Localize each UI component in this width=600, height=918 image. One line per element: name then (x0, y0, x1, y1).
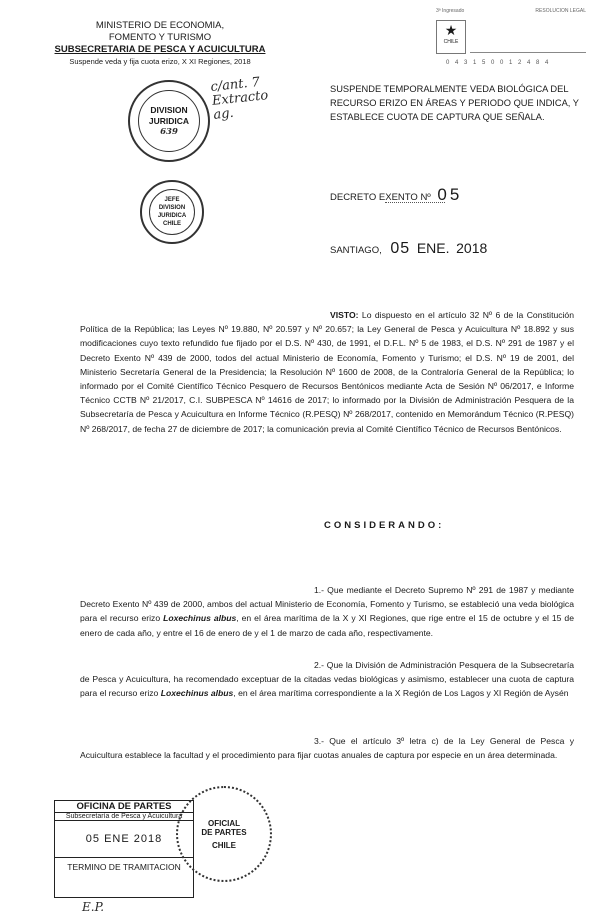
handwritten-note: c/ant. 7 Extracto ag. (209, 74, 269, 123)
oficina-title: OFICINA DE PARTES (55, 801, 193, 813)
subsecretaria: SUBSECRETARIA DE PESCA Y ACUICULTURA (54, 44, 266, 55)
register-left-label: 3ª Ingresado (436, 8, 465, 14)
oficina-partes-box (54, 800, 194, 898)
place-date (330, 240, 487, 258)
considerando-3 (80, 734, 574, 762)
jefe-division-stamp (140, 180, 204, 244)
stamp-jefe-line3: JURIDICA (157, 213, 187, 219)
decree-summary: Suspende veda y fija cuota erizo, X XI Regiones, 2018 (69, 57, 251, 66)
considerando-1 (80, 583, 574, 640)
considerando-heading: CONSIDERANDO: (324, 520, 445, 531)
decree-number: 05 (437, 185, 463, 204)
stamp-division-handwritten: 639 (160, 126, 178, 137)
logo-text: CHILE (443, 39, 459, 45)
considerando-2-text: 2.- Que la División de Administración Pesquera de la Subsecretaría de Pesca y Acuicultura, ha recomendado exceptuar de la citadas vedas biológicas y asimismo, establecer una cuota de captura para el recurso erizo (80, 660, 574, 699)
stamp-oficial-bottom: CHILE (212, 840, 236, 850)
stamp-division-line2: JURIDICA (148, 115, 190, 126)
stamp-jefe-line1: JEFE (164, 197, 180, 203)
register-right-label: RESOLUCION LEGAL (535, 8, 586, 14)
stamp-jefe-line2: DIVISION (158, 205, 186, 211)
visto-paragraph (80, 308, 574, 436)
visto-label: VISTO: (330, 310, 359, 320)
ministry-line2: FOMENTO Y TURISMO (108, 32, 212, 43)
decree-underline (385, 202, 445, 203)
visto-text: Lo dispuesto en el artículo 32 Nº 6 de la Constitución Política de la República; las Leyes Nº 19.880, Nº 20.597 y Nº 20.657; la Ley General de Pesca y Acuicultura Nº 18.892 y sus modificaciones cuyo texto refundido fue fijado por el D.S. Nº 430, de 1991, el D.F.L. Nº 5 de 1983, el D.S. Nº 291 de 1987 y el Decreto Exento Nº 439 de 2000, todos del actual Ministerio de Economía, Fomento y Turismo; el D.S. Nº 19 de 2001, del Ministerio Secretaría General de la Presidencia; la Resolución Nº 1600 de 2008, de la Contraloría General de la República; lo informado por el Comité Científico Técnico Pesquero de Recursos Bentónicos mediante Acta de Sesión Nº 06/2017, e Informe Técnico CCTB Nº 21/2017, C.I. SUBPESCA Nº 14616 de 2017; lo informado por la División de Administración Pesquera de la Subsecretaría de Pesca y Acuicultura en Informe Técnico (R.PESQ) Nº 268/2017, contenido en Memorándum Técnico (R.PESQ) Nº 268/2017, de fecha 27 de diciembre de 2017; la comunicación previa al Comité Científico Técnico de Recursos Bentónicos. (80, 310, 574, 434)
decree-label: DECRETO EXENTO Nº (330, 192, 431, 203)
top-right-register (436, 8, 586, 68)
register-divider (470, 52, 586, 53)
species-name: Loxechinus albus (163, 613, 237, 624)
stamp-division-line1: DIVISION (150, 104, 188, 115)
date-day: 05 (390, 240, 411, 257)
division-juridica-stamp (128, 80, 210, 162)
considerando-3-text: 3.- Que el artículo 3º letra c) de la Ley General de Pesca y Acuicultura establece la facultad y el procedimiento para fijar cuotas anuales de captura por especie en un área determinada. (80, 736, 574, 761)
city: SANTIAGO, (330, 245, 382, 256)
ministry-header (40, 20, 280, 68)
date-year: 2018 (456, 240, 488, 256)
considerando-1-text: 1.- Que mediante el Decreto Supremo Nº 291 de 1987 y mediante Decreto Exento Nº 439 de 2000, ambos del actual Ministerio de Economía, Fomento y Turismo, se estableció una veda biológica para el recurso erizo (80, 585, 574, 624)
star-icon: ★ (444, 22, 458, 38)
considerando-1-text-end: , en el área marítima de la X y XI Regiones, que rige entre el 15 de octubre y el 15 de enero de cada año, y entre el 16 de enero de y el 1 de marzo de cada año, respectivamente. (80, 613, 574, 638)
stamp-jefe-bottom: CHILE (163, 221, 181, 227)
oficial-partes-stamp (176, 786, 272, 882)
handwritten-initials: E.P. (82, 900, 105, 914)
date-month: ENE. (416, 240, 450, 256)
stamp-oficial-line1: OFICIAL (208, 818, 240, 828)
oficina-footer: TERMINO DE TRAMITACION (67, 862, 181, 872)
species-name: Loxechinus albus (160, 688, 234, 699)
stamp-oficial-line2: DE PARTES (201, 827, 247, 837)
government-logo (436, 20, 466, 54)
oficina-subtitle: Subsecretaría de Pesca y Acuicultura (55, 813, 193, 821)
considerando-2 (80, 658, 574, 701)
ministry-line1: MINISTERIO DE ECONOMIA, (95, 20, 225, 31)
decree-title: SUSPENDE TEMPORALMENTE VEDA BIOLÓGICA DEL RECURSO ERIZO EN ÁREAS Y PERIODO QUE INDICA, Y ESTABLECE CUOTA DE CAPTURA QUE SEÑALA. (330, 84, 579, 122)
barcode-number: 0 4 3 1 5 0 0 1 2 4 8 4 (446, 60, 551, 66)
considerando-2-text-end: , en el área marítima correspondiente a la X Región de Los Lagos y XI Región de Aysén (233, 688, 569, 699)
oficina-date: 05 ENE 2018 (55, 821, 193, 858)
